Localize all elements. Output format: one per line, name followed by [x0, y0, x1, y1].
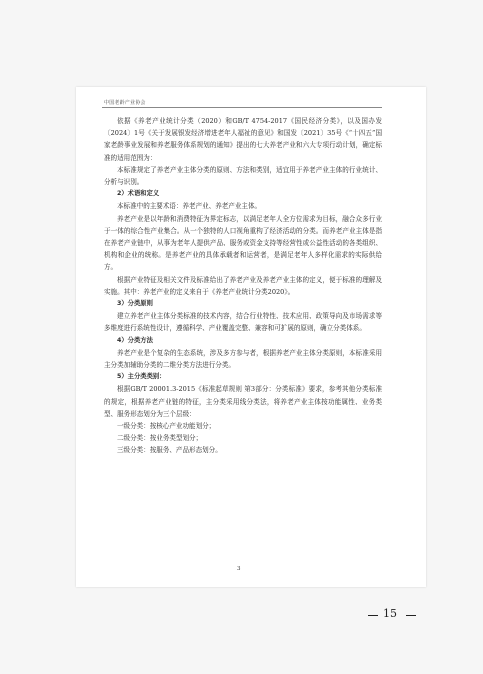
paragraph: 本标准中的主要术语：养老产业、养老产业主体。 [117, 202, 262, 211]
page-footer [0, 607, 483, 627]
paragraph: 建立养老产业主体分类标准的技术内容，结合行业特性、技术应用、政策导向及市场需求等多维度进行系统性设计，遵循科学、产业覆盖完整、兼容和可扩展的原则，确立分类体系。 [104, 312, 382, 333]
inner-page-number: 3 [237, 566, 241, 572]
page-number: 15 [383, 607, 397, 620]
header-divider [102, 107, 382, 108]
footer-dash-left [368, 615, 378, 616]
running-header: 中国老龄产业协会 [104, 100, 146, 106]
paragraph: 本标准规定了养老产业主体分类的原则、方法和类别，适宜用于养老产业主体的行业统计、分析与识别。 [104, 165, 382, 187]
paragraph: 二级分类：按业务类型划分； [117, 434, 203, 443]
section-heading: 5）主分类类别： [117, 373, 166, 381]
section-heading: 4）分类方法 [117, 336, 153, 344]
paragraph: 养老产业是个复杂的生态系统，涉及多方参与者，根据养老产业主体分类原则，本标准采用主分类加辅助分类的二维分类方法进行分类。 [104, 348, 382, 370]
body-text [104, 115, 382, 457]
paragraph: 根据产业特征及相关文件及标准给出了养老产业及养老产业主体的定义，便于标准的理解及实施。其中：养老产业的定义来自于《养老产业统计分类2020》。 [104, 275, 382, 296]
paragraph: 三级分类：按服务、产品形态划分。 [117, 446, 222, 455]
section-heading: 3）分类原则 [117, 300, 153, 308]
paragraph: 养老产业是以年龄和消费特征为界定标志，以满足老年人全方位需求为目标，融合众多行业于一体的综合性产业集合。从一个独特的人口视角重构了经济活动的分类。而养老产业主体是指在养老产业链中，从事为老年人提供产品、服务或资金支持等经营性或公益性活动的各类组织、机构和企业的统称。是养老产业的具体承载者和运营者，是满足老年人多样化需求的实际供给方。 [104, 214, 382, 272]
section-heading: 2）术语和定义 [117, 190, 160, 198]
footer-dash-right [406, 615, 416, 616]
paragraph: 根据GB/T 20001.3-2015《标准起草规则 第3部分：分类标准》要求，参考其他分类标准的规定，根据养老产业链的特征，主分类采用线分类法，将养老产业主体按功能属性、业务类型、服务形态划分为三个层级： [104, 385, 382, 418]
paragraph: 一级分类：按核心产业功能划分； [117, 422, 216, 431]
paragraph: 依据《养老产业统计分类（2020）和GB/T 4754-2017《国民经济分类》，以及国办发〔2024〕1号《关于发展银发经济增进老年人福祉的意见》和国发〔2021〕35号《“十四五”国家老龄事业发展和养老服务体系规划的通知》提出的七大养老产业和六大专项行动计划，确定标准的适用范围为： [104, 117, 382, 162]
